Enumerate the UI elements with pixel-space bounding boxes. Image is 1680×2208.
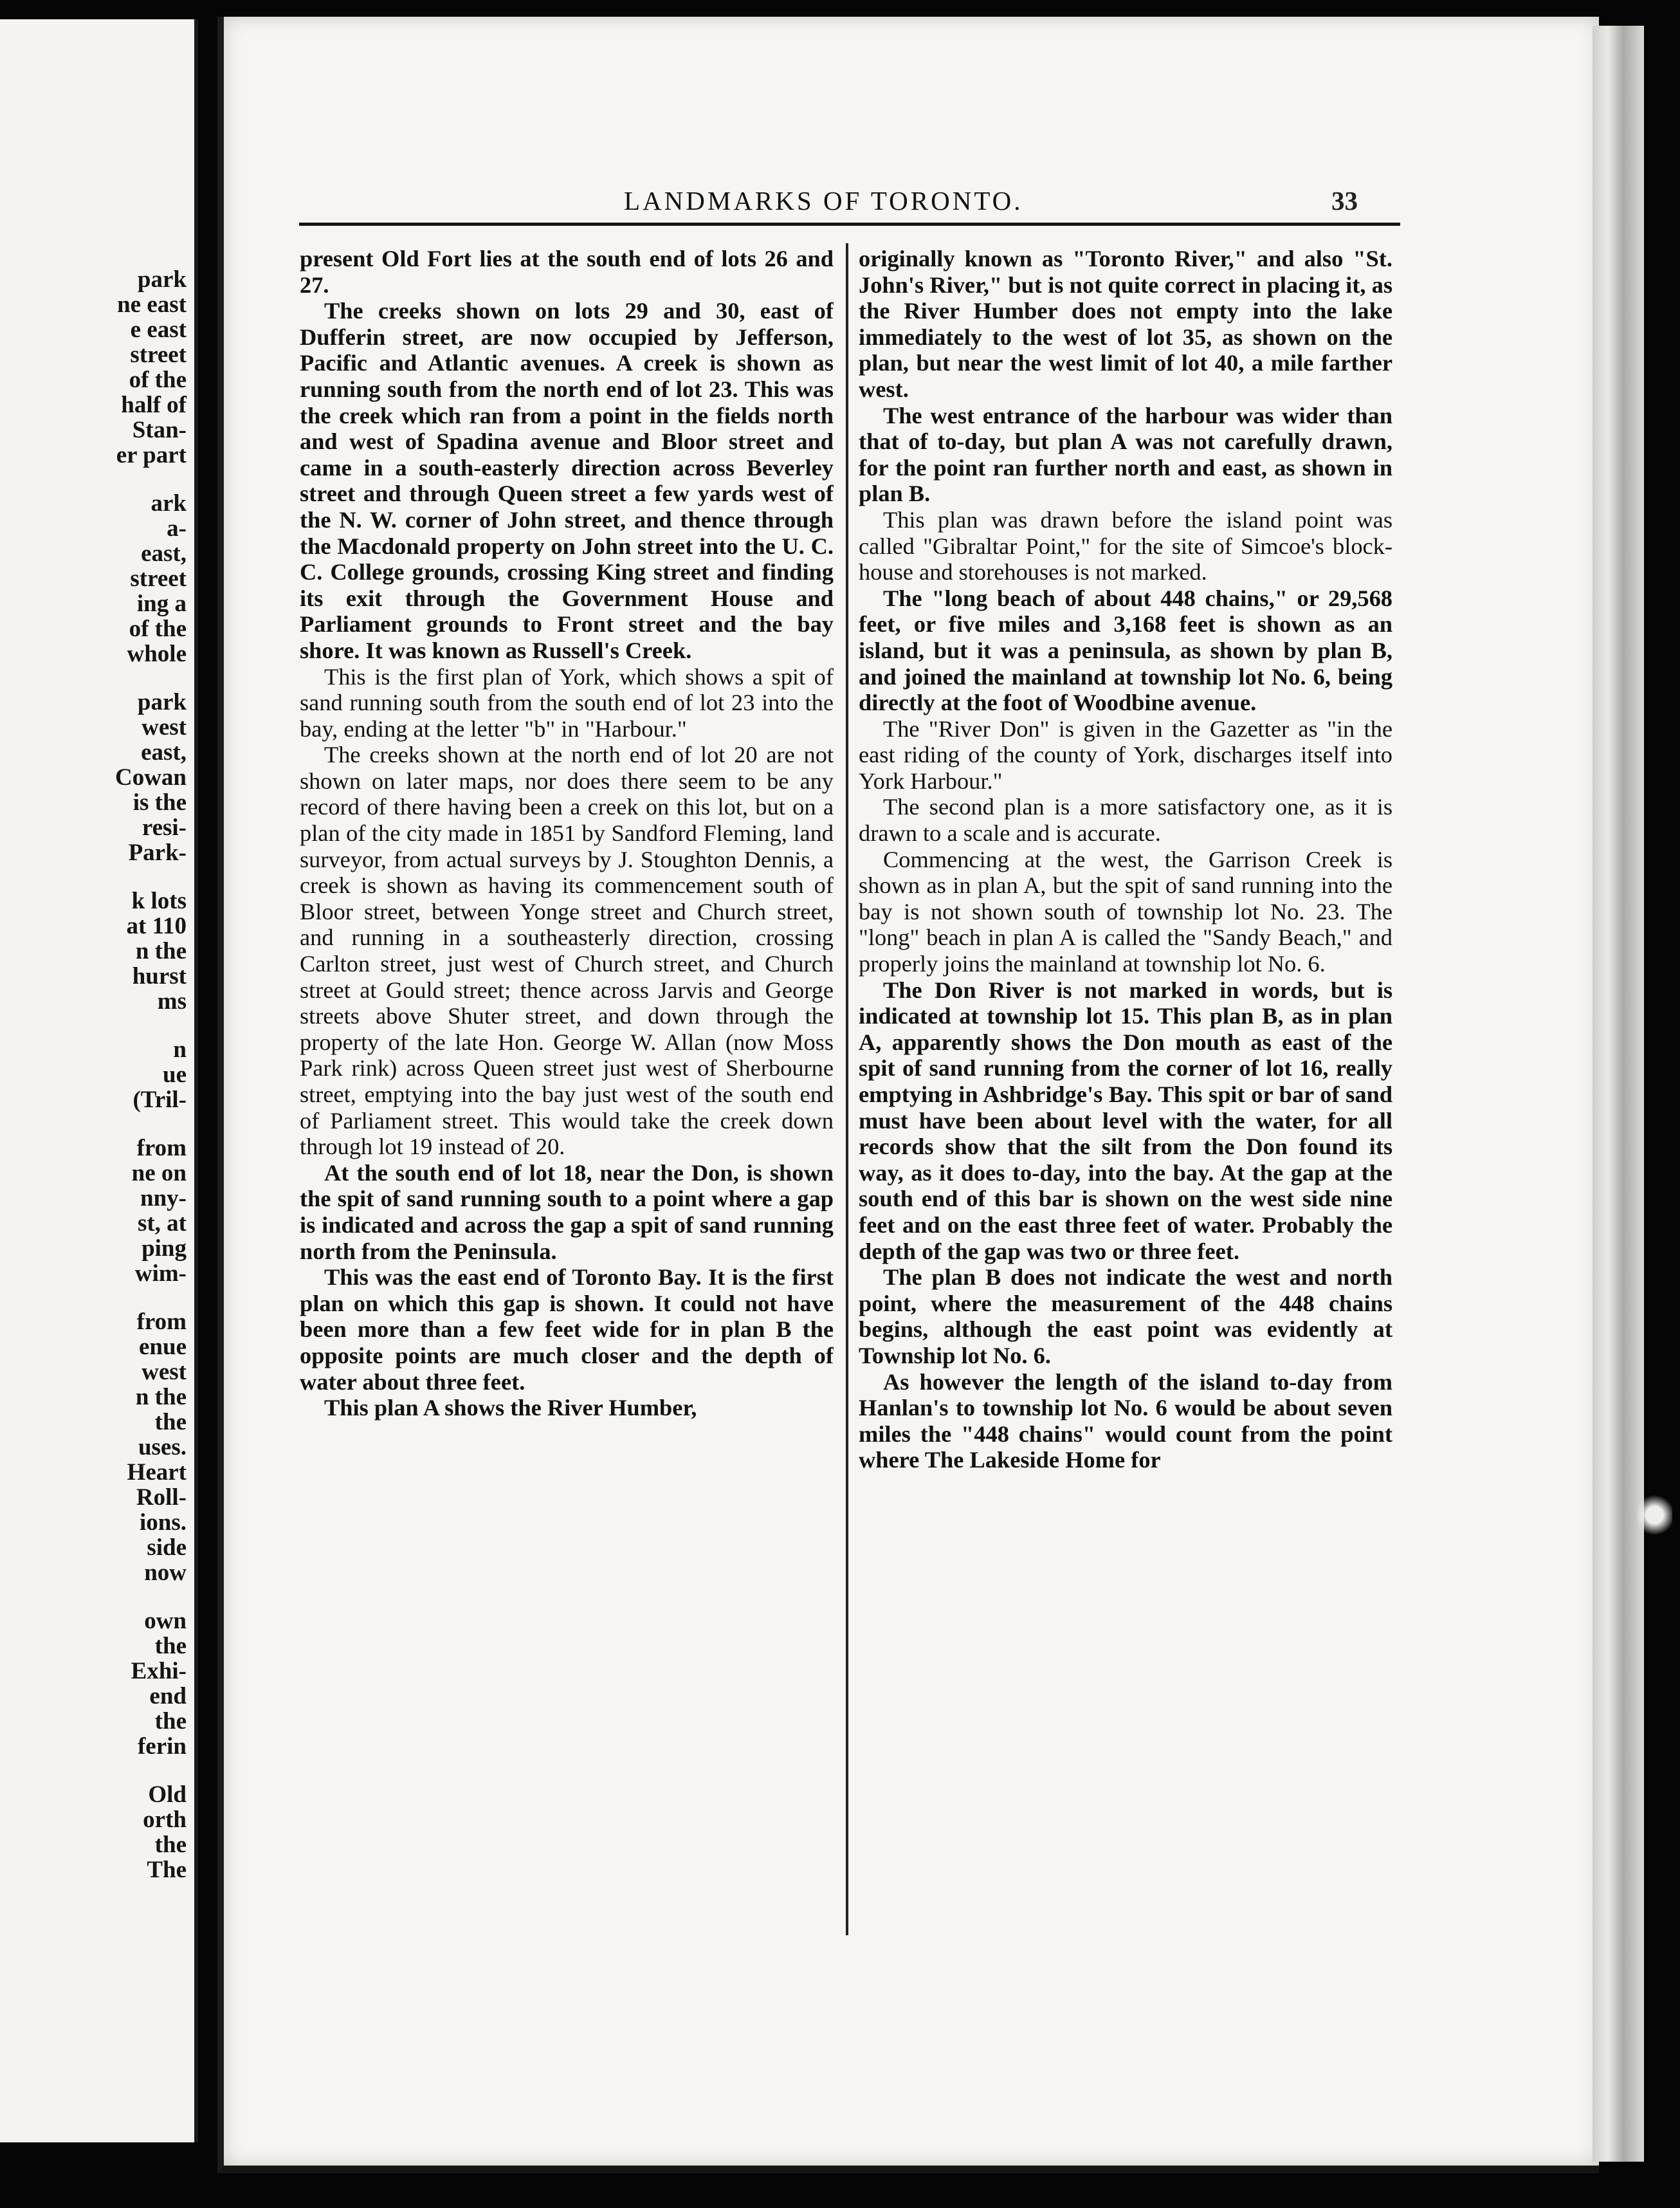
paragraph: Commencing at the west, the Garrison Creek is shown as in plan A, but the spit of sand running into the bay is not shown south of township lot No. 23. The "long" beach in plan A is called the "Sandy Beach," and properly joins the mainland at township lot No. 6. [859,846,1392,977]
previous-page-line: of the [129,616,187,642]
previous-page-line: Stan- [132,417,187,443]
previous-page-line: the [154,1633,187,1659]
previous-page-line: Park- [128,840,187,866]
right-column [859,246,1392,1944]
previous-page-line: (Tril- [132,1087,187,1113]
previous-page-line: ne east [117,291,187,318]
previous-page-line: now [144,1559,187,1586]
previous-page-line: ue [163,1062,187,1088]
previous-page-line: park [137,266,187,293]
previous-page-line: west [142,1359,187,1385]
previous-page-line: at 110 [126,913,187,939]
previous-page-line: from [136,1135,187,1161]
previous-page-line: ions. [139,1509,187,1536]
paragraph: This plan was drawn before the island point was called "Gibraltar Point," for the site of Simcoe's block-house and storehouses is not marked. [859,506,1392,585]
previous-page-line: street [130,342,187,368]
paragraph: At the south end of lot 18, near the Don, is shown the spit of sand running south to a point where a gap is indicated and across the gap a spit of sand running north from the Peninsula. [300,1159,834,1264]
previous-page-line: a- [167,515,187,542]
previous-page-edge [0,19,198,2142]
running-head: LANDMARKS OF TORONTO. [624,186,1023,216]
paragraph: This plan A shows the River Humber, [324,1395,697,1421]
previous-page-line: own [144,1608,187,1634]
paragraph: The "River Don" is given in the Gazetter as "in the east riding of the county of York, discharges itself into York Harbour." [859,715,1392,794]
paragraph: The creeks shown on lots 29 and 30, east of Dufferin street, are now occupied by Jefferson, Pacific and Atlantic avenues. A creek is shown as running south from the north end of lot 23. This was the creek which ran from a point in the fields north and west of Spadina avenue and Bloor street and came in a south-easterly direction across Beverley street and through Queen street a few yards west of the N. W. corner of John street, and thence through the Macdonald property on John street into the U. C. C. College grounds, crossing King street and finding its exit through the Government House and Parliament grounds to Front street and the bay shore. It was known as Russell's Creek. [300,298,834,663]
previous-page-line: side [147,1534,187,1561]
previous-page-line: west [142,714,187,741]
previous-page-line: enue [139,1334,187,1360]
previous-page-line: uses. [138,1434,187,1460]
paragraph: As however the length of the island to-day from Hanlan's to township lot No. 6 would be about seven miles the "448 chains" would count from the point where The Lakeside Home for [859,1368,1392,1473]
previous-page-line: st, at [137,1210,187,1237]
previous-page-line: ing a [136,591,187,617]
previous-page-line: n [173,1036,187,1063]
previous-page-line: e east [130,317,187,343]
previous-page-line: east, [141,739,187,766]
page-number: 33 [1331,186,1358,216]
left-column [300,246,834,1944]
paragraph: This was the east end of Toronto Bay. It is the first plan on which this gap is shown. It could not have been more than a few feet wide for in plan B the opposite points are much closer and the depth of water about three feet. [300,1264,834,1395]
scan-smudge [1637,1493,1672,1538]
paragraph: The west entrance of the harbour was wider than that of to-day, but plan A was not carefully drawn, for the point ran further north and east, as shown in plan B. [859,402,1392,507]
column-divider [846,243,848,1935]
previous-page-line: the [154,1409,187,1435]
previous-page-line: ne on [131,1160,187,1186]
previous-page-line: nny- [140,1185,187,1211]
paragraph: originally known as "Toronto River," and also "St. John's River," but is not quite correct in placing it, as the River Humber does not empty into the lake immediately to the west of lot 35, as shown on the plan, but near the west limit of lot 40, a mile farther west. [859,246,1392,402]
previous-page-line: the [154,1832,187,1858]
page-stack-edge [1593,26,1644,2162]
previous-page-line: n the [135,1384,187,1410]
previous-page-line: Roll- [136,1484,187,1511]
previous-page-line: Exhi- [131,1658,187,1684]
paragraph: The second plan is a more satisfactory one, as it is drawn to a scale and is accurate. [859,794,1392,847]
previous-page-line: wim- [134,1260,187,1287]
previous-page-line: east, [141,540,187,567]
previous-page-line: k lots [131,888,187,914]
previous-page-line: park [137,689,187,715]
previous-page-line: of the [129,367,187,393]
paragraph: The Don River is not marked in words, but is indicated at township lot 15. This plan B, as in plan A, apparently shows the Don mouth as east of the spit of sand running from the corner of lot 16, really emptying in Ashbridge's Bay. This spit or bar of sand must have been about level with the water, for all records show that the silt from the Don found its way, as it does to-day, into the bay. At the gap at the south end of this bar is shown on the west side nine feet and on the east three feet of water. Probably the depth of the gap was two or three feet. [859,977,1392,1264]
previous-page-line: er part [116,442,187,468]
previous-page-line: ping [142,1235,187,1262]
previous-page-line: Old [148,1781,187,1808]
previous-page-line: ms [157,988,187,1015]
previous-page-line: end [149,1683,187,1709]
paragraph: present Old Fort lies at the south end of lots 26 and 27. [300,246,834,298]
header-rule [299,223,1400,226]
previous-page-line: whole [127,641,187,667]
previous-page-line: Cowan [114,764,187,791]
previous-page-line: resi- [142,814,187,841]
paragraph: The creeks shown at the north end of lot 20 are not shown on later maps, nor does there seem to be any record of there having been a creek on this lot, but on a plan of the city made in 1851 by Sandford Fleming, land surveyor, from actual surveys by J. Stoughton Dennis, a creek is shown as having its commencement south of Bloor street, between Yonge street and Church street, and running in a southeasterly direction, crossing Carlton street, just west of Church street, and Church street at Gould street; thence across Jarvis and George streets above Shuter street, and down through the property of the late Hon. George W. Allan (now Moss Park rink) across Queen street just west of Sherbourne street, emptying into the bay just west of the south end of Parliament street. This would take the creek down through lot 19 instead of 20. [300,742,834,1160]
previous-page-line: half of [121,392,187,418]
paragraph: The plan B does not indicate the west and north point, where the measurement of the 448 chains begins, although the east point was evidently at Township lot No. 6. [859,1264,1392,1368]
previous-page-line: is the [132,789,187,816]
previous-page-line: from [136,1309,187,1335]
previous-page-line: ark [151,490,187,517]
paragraph: The "long beach of about 448 chains," or 29,568 feet, or five miles and 3,168 feet is shown as an island, but it was a peninsula, as shown by plan B, and joined the mainland at township lot No. 6, being directly at the foot of Woodbine avenue. [859,585,1392,716]
previous-page-line: ferin [137,1733,187,1760]
previous-page-line: hurst [132,963,187,989]
paragraph: This is the first plan of York, which shows a spit of sand running south from the south end of lot 23 into the bay, ending at the letter "b" in "Harbour." [300,663,834,742]
previous-page-line: orth [143,1807,187,1833]
previous-page-line: street [130,566,187,592]
previous-page-line: n the [135,938,187,964]
previous-page-line: The [147,1857,187,1883]
previous-page-line: the [154,1708,187,1734]
previous-page-line: Heart [127,1459,187,1486]
